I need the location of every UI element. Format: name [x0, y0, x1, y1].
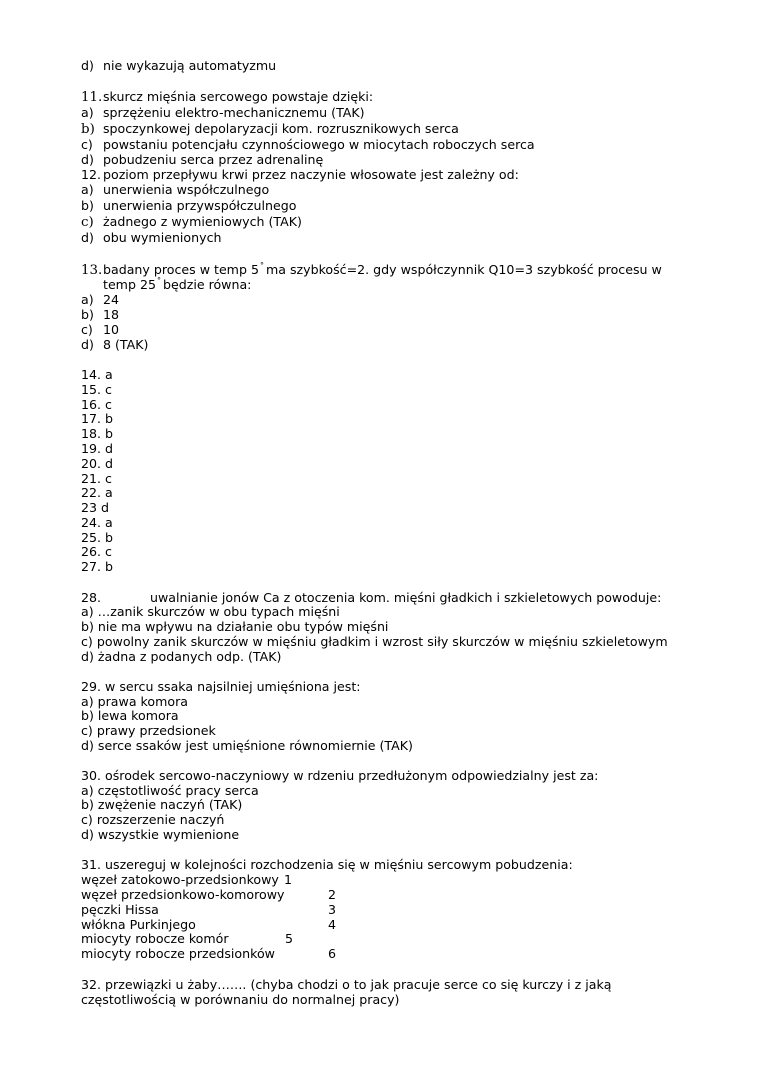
q29-question: 29. w sercu ssaka najsilniej umięśniona jest: — [81, 679, 361, 694]
q30-option-c: c) rozszerzenie naczyń — [81, 812, 225, 827]
q32-question-line2: częstotliwością w porównaniu do normalnej pracy) — [81, 992, 400, 1007]
q13-option-c: c) 10 — [81, 322, 120, 337]
q28-question: uwalnianie jonów Ca z otoczenia kom. mięśni gładkich i szkieletowych powoduje: — [150, 590, 662, 605]
answer-item: 27. b — [81, 559, 114, 574]
q30-question: 30. ośrodek sercowo-naczyniowy w rdzeniu przedłużonym odpowiedzialny jest za: — [81, 768, 599, 783]
degree-symbol: ° — [259, 261, 264, 270]
q13-option-a: a) 24 — [81, 292, 120, 307]
q11-option-c: c) powstaniu potencjału czynnościowego w miocytach roboczych serca — [81, 137, 535, 152]
q29-option-d: d) serce ssaków jest umięśnione równomiernie (TAK) — [81, 738, 413, 753]
q31-row-rank: 5 — [285, 931, 294, 946]
answer-item: 17. b — [81, 411, 114, 426]
q29-option-c: c) prawy przedsionek — [81, 723, 216, 738]
q31-row-label: węzeł zatokowo-przedsionkowy — [81, 872, 279, 887]
q31-row-label: miocyty robocze komór — [81, 931, 229, 946]
q13-option-d: d) 8 (TAK) — [81, 337, 149, 352]
q32-question-line1: 32. przewiązki u żaby……. (chyba chodzi o to jak pracuje serce co się kurczy i z jaką — [81, 977, 612, 992]
q30-option-d: d) wszystkie wymienione — [81, 827, 240, 842]
q12-option-d: d) obu wymienionych — [81, 230, 222, 245]
q12-question: 12. poziom przepływu krwi przez naczynie włosowate jest zależny od: — [81, 167, 519, 182]
q11-option-d: d) pobudzeniu serca przez adrenalinę — [81, 152, 324, 167]
q30-option-b: b) zwężenie naczyń (TAK) — [81, 797, 243, 812]
q29-option-b: b) lewa komora — [81, 708, 179, 723]
q13-question-line2: temp 25° będzie równa: — [103, 276, 252, 292]
q28-option-a: a) …zanik skurczów w obu typach mięśni — [81, 604, 340, 619]
q29-option-a: a) prawa komora — [81, 694, 188, 709]
answer-item: 20. d — [81, 456, 114, 471]
q28-option-d: d) żadna z podanych odp. (TAK) — [81, 649, 282, 664]
answer-item: 14. a — [81, 367, 113, 382]
q31-row-rank: 4 — [328, 917, 337, 932]
answer-item: 16. c — [81, 397, 112, 412]
q30-option-a: a) częstotliwość pracy serca — [81, 783, 259, 798]
q28-number: 28. — [81, 590, 102, 605]
q31-row-label: włókna Purkinjego — [81, 917, 196, 932]
q10-option-d: d) nie wykazują automatyzmu — [81, 58, 277, 73]
q31-row-label: węzeł przedsionkowo-komorowy — [81, 887, 285, 902]
q31-row-rank: 1 — [284, 872, 293, 887]
answer-item: 26. c — [81, 544, 112, 559]
q13-question-line1: 13.badany proces w temp 5° ma szybkość=2. gdy współczynnik Q10=3 szybkość procesu w — [81, 261, 662, 278]
answer-item: 23 d — [81, 500, 110, 515]
q11-question: 11.skurcz mięśnia sercowego powstaje dzięki: — [81, 89, 374, 105]
q11-option-b: b) spoczynkowej depolaryzacji kom. rozrusznikowych serca — [81, 121, 459, 137]
q28-option-c: c) powolny zanik skurczów w mięśniu gładkim i wzrost siły skurczów w mięśniu szkieletowym — [81, 634, 668, 649]
degree-symbol: ° — [156, 276, 161, 285]
answer-item: 15. c — [81, 382, 112, 397]
q31-question: 31. uszereguj w kolejności rozchodzenia się w mięśniu sercowym pobudzenia: — [81, 857, 573, 872]
q11-option-a: a) sprzężeniu elektro-mechanicznemu (TAK) — [81, 105, 365, 120]
q31-row-rank: 6 — [328, 946, 337, 961]
q31-row-rank: 3 — [328, 902, 337, 917]
q31-row-label: pęczki Hissa — [81, 902, 159, 917]
q12-option-c: c) żadnego z wymieniowych (TAK) — [81, 214, 302, 230]
q31-row-rank: 2 — [328, 887, 337, 902]
answer-item: 18. b — [81, 426, 114, 441]
q12-option-b: b) unerwienia przywspółczulnego — [81, 198, 297, 213]
q28-option-b: b) nie ma wpływu na działanie obu typów mięśni — [81, 619, 389, 634]
q12-option-a: a) unerwienia współczulnego — [81, 182, 270, 197]
answer-item: 21. c — [81, 471, 112, 486]
answer-item: 25. b — [81, 530, 114, 545]
q31-row-label: miocyty robocze przedsionków — [81, 946, 275, 961]
answer-item: 19. d — [81, 441, 114, 456]
answer-item: 24. a — [81, 515, 113, 530]
answer-item: 22. a — [81, 485, 113, 500]
q13-option-b: b) 18 — [81, 307, 120, 322]
